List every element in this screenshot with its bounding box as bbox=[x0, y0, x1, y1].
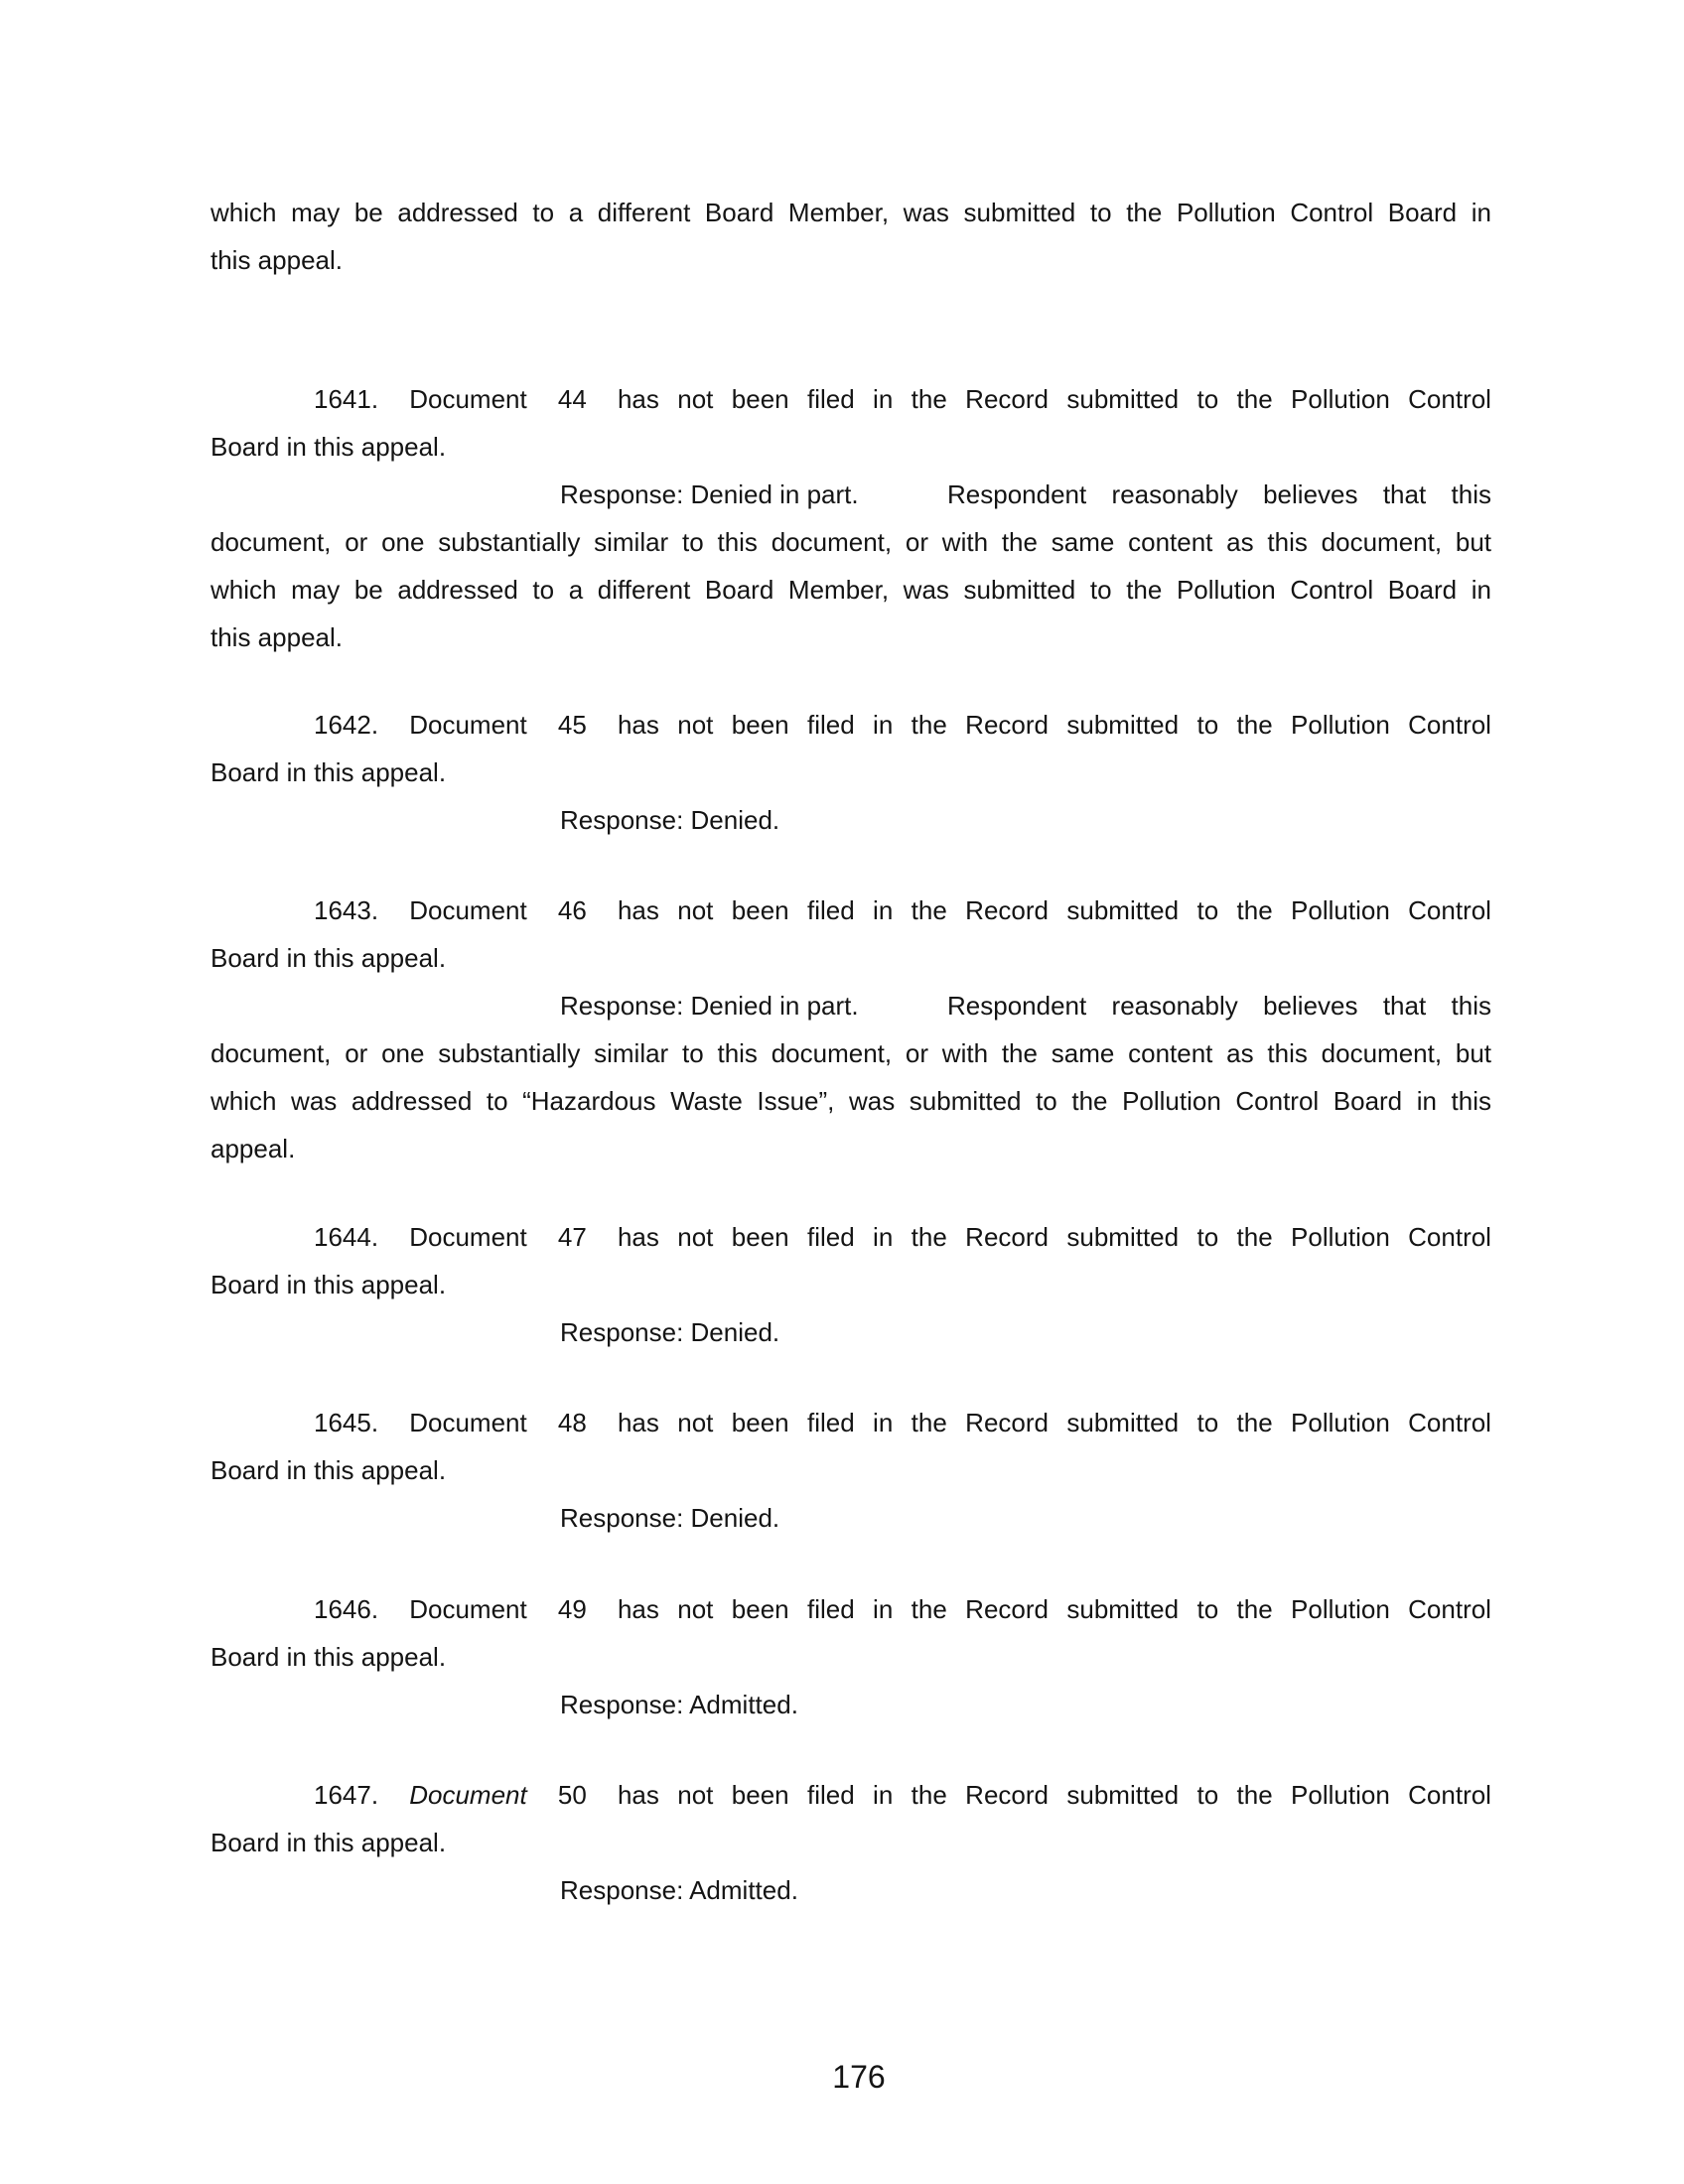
paragraph-text-line-1: has not been filed in the Record submitted to the Pollution Control bbox=[617, 384, 1491, 414]
paragraph-number: 1645. bbox=[314, 1408, 379, 1437]
paragraph-text-line-2: Board in this appeal. bbox=[210, 757, 447, 787]
document-number: 45 bbox=[557, 710, 587, 740]
document-number: 46 bbox=[557, 895, 587, 925]
paragraph-1647 bbox=[210, 1771, 1491, 1914]
paragraph-lead: Document bbox=[409, 384, 527, 414]
response-line-1 bbox=[210, 471, 1491, 518]
response-line: Response: Admitted. bbox=[560, 1875, 798, 1905]
response-line-2: document, or one substantially similar to this document, or with the same content as this document, but bbox=[210, 527, 1491, 557]
paragraph-heading bbox=[210, 1771, 1491, 1819]
response-tail: Respondent reasonably believes that this bbox=[947, 479, 1491, 509]
document-number: 49 bbox=[557, 1594, 587, 1624]
response-line-3: which may be addressed to a different Board Member, was submitted to the Pollution Control Board in bbox=[210, 575, 1491, 605]
paragraph-text-line-1: has not been filed in the Record submitted to the Pollution Control bbox=[617, 895, 1491, 925]
paragraph-text-line-2: Board in this appeal. bbox=[210, 1270, 447, 1299]
paragraph-text-line-2: Board in this appeal. bbox=[210, 1642, 447, 1672]
paragraph-heading bbox=[210, 887, 1491, 934]
paragraph-text-line-1: has not been filed in the Record submitted to the Pollution Control bbox=[617, 1408, 1491, 1437]
paragraph-number: 1647. bbox=[314, 1780, 379, 1810]
continuation-line-1: which may be addressed to a different Board Member, was submitted to the Pollution Control Board in bbox=[210, 198, 1491, 227]
paragraph-lead: Document bbox=[409, 1222, 527, 1252]
paragraph-text-line-2: Board in this appeal. bbox=[210, 943, 447, 973]
paragraph-lead: Document bbox=[409, 895, 527, 925]
paragraph-heading bbox=[210, 1213, 1491, 1261]
paragraph-number: 1646. bbox=[314, 1594, 379, 1624]
paragraph-text-line-2: Board in this appeal. bbox=[210, 1455, 447, 1485]
paragraph-text-line-2: Board in this appeal. bbox=[210, 432, 447, 462]
paragraph-heading bbox=[210, 1585, 1491, 1633]
paragraph-heading bbox=[210, 375, 1491, 423]
paragraph-heading bbox=[210, 701, 1491, 749]
paragraph-text-line-1: has not been filed in the Record submitted to the Pollution Control bbox=[617, 1594, 1491, 1624]
paragraph-number: 1641. bbox=[314, 384, 379, 414]
paragraph-text-line-1: has not been filed in the Record submitted to the Pollution Control bbox=[617, 710, 1491, 740]
paragraph-1645 bbox=[210, 1399, 1491, 1542]
paragraph-text-line-1: has not been filed in the Record submitted to the Pollution Control bbox=[617, 1222, 1491, 1252]
paragraph-text-line-1: has not been filed in the Record submitted to the Pollution Control bbox=[617, 1780, 1491, 1810]
response-line-3: which was addressed to “Hazardous Waste Issue”, was submitted to the Pollution Control Board in this bbox=[210, 1086, 1491, 1116]
paragraph-1641 bbox=[210, 375, 1491, 661]
paragraph-number: 1642. bbox=[314, 710, 379, 740]
response-label: Response: Denied in part. bbox=[560, 479, 859, 509]
paragraph-1644 bbox=[210, 1213, 1491, 1356]
paragraph-lead: Document bbox=[409, 710, 527, 740]
page-number: 176 bbox=[832, 2059, 886, 2095]
document-number: 50 bbox=[557, 1780, 587, 1810]
response-line-4: this appeal. bbox=[210, 622, 343, 652]
response-line-4: appeal. bbox=[210, 1134, 296, 1163]
response-line: Response: Admitted. bbox=[560, 1690, 798, 1719]
paragraph-1642 bbox=[210, 701, 1491, 844]
response-line-1 bbox=[210, 982, 1491, 1029]
response-line: Response: Denied. bbox=[560, 805, 780, 835]
paragraph-text-line-2: Board in this appeal. bbox=[210, 1828, 447, 1857]
paragraph-lead: Document bbox=[409, 1408, 527, 1437]
paragraph-number: 1644. bbox=[314, 1222, 379, 1252]
response-label: Response: Denied in part. bbox=[560, 991, 859, 1021]
document-number: 44 bbox=[557, 384, 587, 414]
response-line-2: document, or one substantially similar to this document, or with the same content as this document, but bbox=[210, 1038, 1491, 1068]
document-number: 48 bbox=[557, 1408, 587, 1437]
paragraph-lead: Document bbox=[409, 1594, 527, 1624]
paragraph-lead: Document bbox=[409, 1780, 527, 1810]
response-line: Response: Denied. bbox=[560, 1503, 780, 1533]
paragraph-heading bbox=[210, 1399, 1491, 1446]
response-tail: Respondent reasonably believes that this bbox=[947, 991, 1491, 1021]
response-line: Response: Denied. bbox=[560, 1317, 780, 1347]
continuation-line-2: this appeal. bbox=[210, 245, 343, 275]
paragraph-1643 bbox=[210, 887, 1491, 1172]
document-number: 47 bbox=[557, 1222, 587, 1252]
paragraph-1646 bbox=[210, 1585, 1491, 1728]
paragraph-number: 1643. bbox=[314, 895, 379, 925]
continuation-paragraph bbox=[210, 189, 1491, 284]
